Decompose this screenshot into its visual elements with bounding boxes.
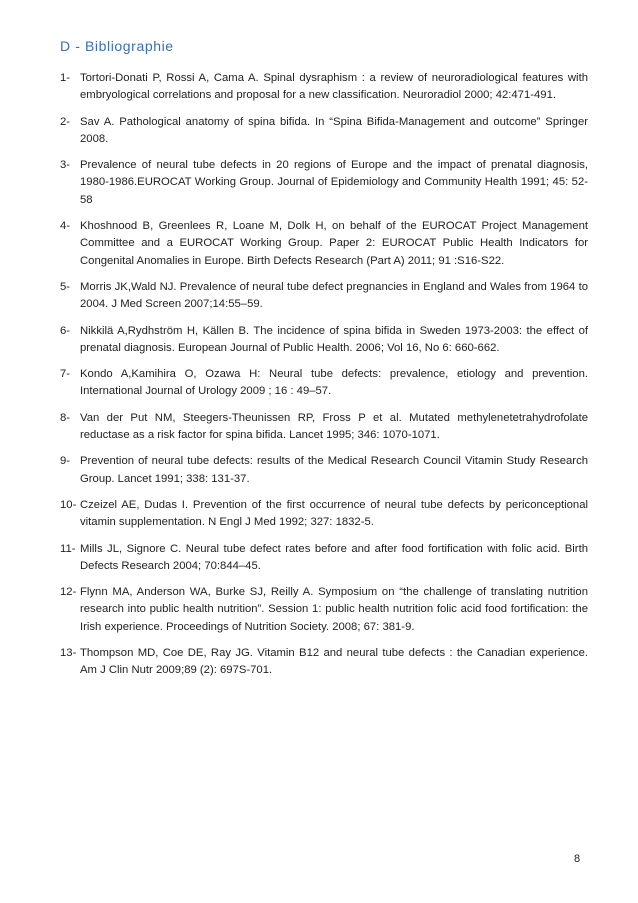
reference-number: 11- (60, 542, 76, 555)
reference-item (60, 645, 588, 680)
reference-number: 3- (60, 159, 71, 172)
reference-number: 4- (60, 220, 71, 233)
reference-item (60, 218, 588, 270)
reference-item (60, 584, 588, 636)
reference-list (60, 70, 588, 689)
reference-item (60, 453, 588, 488)
page-number: 8 (574, 853, 581, 865)
reference-number: 13- (60, 647, 77, 660)
reference-text: Van der Put NM, Steegers-Theunissen RP, Fross P et al. Mutated methylenetetrahydrofolate reductase as a risk factor for spina bifida. Lancet 1995; 346: 1070-1071. (80, 411, 588, 442)
reference-item (60, 114, 588, 149)
reference-number: 8- (60, 411, 71, 424)
reference-item (60, 70, 588, 105)
reference-text: Sav A. Pathological anatomy of spina bifida. In “Spina Bifida-Management and outcome” Springer 2008. (80, 115, 588, 145)
reference-number: 6- (60, 324, 71, 337)
reference-text: Prevalence of neural tube defects in 20 regions of Europe and the impact of prenatal diagnosis, 1980-1986.EUROCAT Working Group. Journal of Epidemiology and Community Health 1991; 45: 52-58 (80, 159, 588, 206)
reference-item (60, 410, 588, 445)
reference-number: 5- (60, 280, 71, 293)
reference-item (60, 366, 588, 401)
reference-text: Morris JK,Wald NJ. Prevalence of neural tube defect pregnancies in England and Wales from 1964 to 2004. J Med Screen 2007;14:55–59. (80, 280, 588, 311)
reference-text: Mills JL, Signore C. Neural tube defect rates before and after food fortification with folic acid. Birth Defects Research 2004; 70:844–45. (80, 542, 588, 572)
reference-item (60, 279, 588, 314)
reference-number: 12- (60, 586, 77, 599)
reference-item (60, 497, 588, 532)
reference-text: Tortori-Donati P, Rossi A, Cama A. Spinal dysraphism : a review of neuroradiological features with embryological correlations and proposal for a new classification. Neuroradiol 2000; 42:471-491. (80, 72, 588, 102)
reference-text: Thompson MD, Coe DE, Ray JG. Vitamin B12 and neural tube defects : the Canadian experience. Am J Clin Nutr 2009;89 (2): 697S-701. (80, 647, 588, 677)
reference-number: 1- (60, 72, 71, 84)
reference-text: Czeizel AE, Dudas I. Prevention of the first occurrence of neural tube defects by periconceptional vitamin supplementation. N Engl J Med 1992; 327: 1832-5. (80, 498, 588, 529)
reference-number: 7- (60, 368, 71, 381)
reference-text: Khoshnood B, Greenlees R, Loane M, Dolk H, on behalf of the EUROCAT Project Management Committee and a EUROCAT Working Group. Paper 2: EUROCAT Public Health Indicators for Congenital Anomalies in Europe. Birth Defects Research (Part A) 2011; 91 :S16-S22. (80, 220, 588, 267)
reference-number: 10- (60, 498, 77, 511)
reference-text: Flynn MA, Anderson WA, Burke SJ, Reilly A. Symposium on “the challenge of translating nutrition research into public health nutrition”. Session 1: public health nutrition folic acid food fortification: the Irish experience. Proceedings of Nutrition Society. 2008; 67: 381-9. (80, 586, 588, 633)
reference-item (60, 157, 588, 209)
reference-text: Kondo A,Kamihira O, Ozawa H: Neural tube defects: prevalence, etiology and prevention. International Journal of Urology 2009 ; 16 : 49–57. (80, 368, 588, 398)
reference-item (60, 541, 588, 576)
reference-text: Prevention of neural tube defects: results of the Medical Research Council Vitamin Study Research Group. Lancet 1991; 338: 131-37. (80, 455, 588, 485)
reference-text: Nikkilä A,Rydhström H, Källen B. The incidence of spina bifida in Sweden 1973-2003: the effect of prenatal diagnosis. European Journal of Public Health. 2006; Vol 16, No 6: 660-662. (80, 324, 588, 354)
reference-number: 2- (60, 115, 71, 128)
reference-number: 9- (60, 455, 71, 468)
section-heading: D - Bibliographie (60, 38, 174, 54)
reference-item (60, 323, 588, 358)
